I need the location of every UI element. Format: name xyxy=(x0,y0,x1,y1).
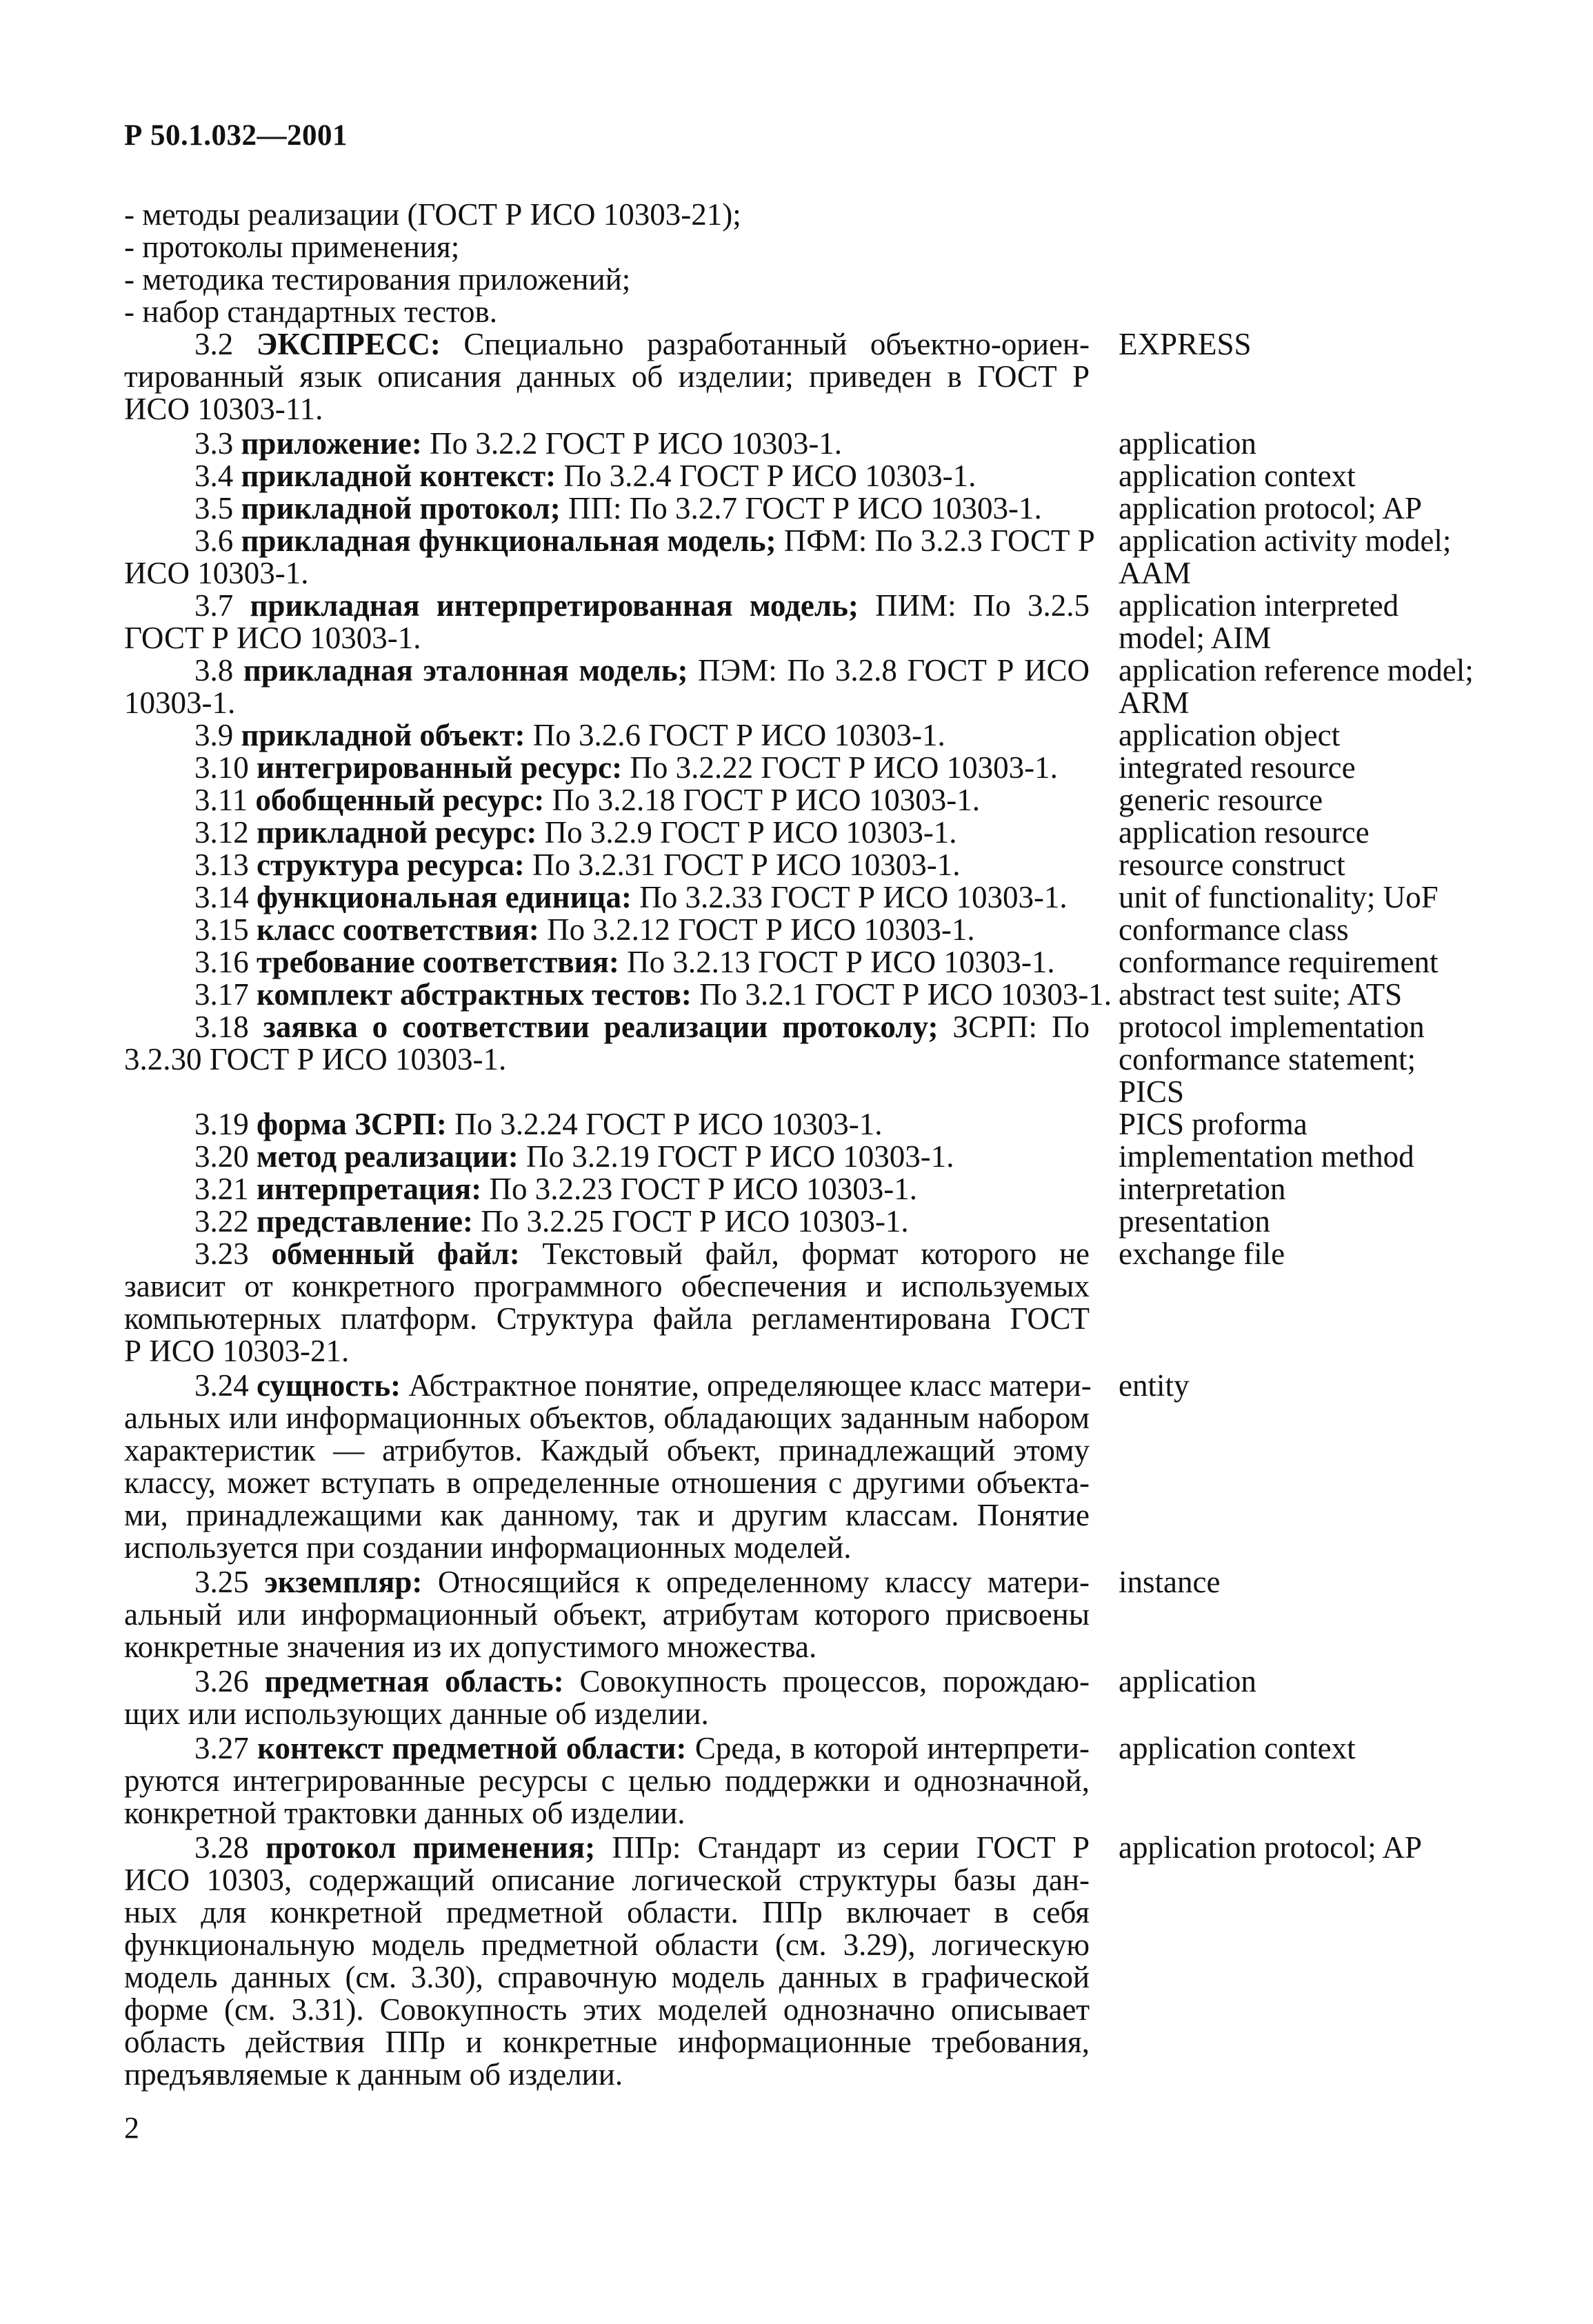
term-bold: приложение: xyxy=(241,426,422,461)
term-bold: сущность: xyxy=(257,1368,401,1403)
text-run: 10303-1. xyxy=(124,685,236,720)
text-line xyxy=(194,1205,1090,1238)
page-number: 2 xyxy=(124,2111,139,2145)
text-line xyxy=(194,1832,1090,1864)
text-run: руются интегрированные ресурсы с целью поддержки и однозначной, xyxy=(124,1763,1090,1798)
text-line xyxy=(194,977,1112,1012)
term-bold: экземпляр: xyxy=(264,1565,423,1599)
text-run: По 3.2.1 ГОСТ Р ИСО 10303-1. xyxy=(691,977,1112,1012)
english-equivalent: application resource xyxy=(1119,815,1370,850)
text-run: используется при создании информационных моделей. xyxy=(124,1530,852,1565)
text-run: 3.5 xyxy=(194,491,241,525)
term-bold: форма ЗСРП: xyxy=(257,1107,447,1141)
term-bold: комплект абстрактных тестов: xyxy=(257,977,692,1012)
text-run: По 3.2.33 ГОСТ Р ИСО 10303-1. xyxy=(631,880,1068,914)
text-line xyxy=(194,492,1090,525)
term-bold: интегрированный ресурс: xyxy=(257,750,623,785)
text-line xyxy=(194,1566,1090,1599)
text-run: 3.16 xyxy=(194,945,257,979)
text-line xyxy=(194,1665,1090,1698)
text-line xyxy=(124,199,1090,231)
term-bold: заявка о соответствии реализации протоколу; xyxy=(263,1010,939,1044)
term-bold: прикладная эталонная модель; xyxy=(243,653,688,688)
text-run: ПФМ: По 3.2.3 ГОСТ Р xyxy=(776,523,1095,558)
text-line xyxy=(124,687,1090,719)
english-equivalent: PICS xyxy=(1119,1074,1185,1109)
term-bold: ЭКСПРЕСС: xyxy=(256,327,441,361)
text-run: ПП: По 3.2.7 ГОСТ Р ИСО 10303-1. xyxy=(560,491,1042,525)
english-equivalent: unit of functionality; UoF xyxy=(1119,880,1439,914)
text-run: альный или информационный объект, атрибутам которого присвоены xyxy=(124,1597,1090,1632)
text-line xyxy=(194,590,1090,622)
text-run: По 3.2.22 ГОСТ Р ИСО 10303-1. xyxy=(622,750,1058,785)
english-equivalent: resource construct xyxy=(1119,848,1345,882)
text-run: область действия ППр и конкретные информационные требования, xyxy=(124,2025,1090,2059)
english-equivalent: conformance statement; xyxy=(1119,1042,1416,1076)
text-line xyxy=(194,1173,1090,1205)
text-line xyxy=(124,1994,1090,2026)
text-run: 3.18 xyxy=(194,1010,263,1044)
english-equivalent: entity xyxy=(1119,1368,1190,1403)
text-line xyxy=(194,654,1090,687)
term-bold: требование соответствия: xyxy=(257,945,619,979)
english-equivalent: EXPRESS xyxy=(1119,327,1252,361)
text-run: характеристик — атрибутов. Каждый объект, принадлежащий этому xyxy=(124,1433,1090,1467)
text-run: форме (см. 3.31). Совокупность этих моделей однозначно описывает xyxy=(124,1992,1090,2027)
english-equivalent: application context xyxy=(1119,1731,1356,1765)
english-equivalent: abstract test suite; ATS xyxy=(1119,977,1403,1012)
term-bold: метод реализации: xyxy=(257,1139,519,1174)
text-run: зависит от конкретного программного обеспечения и используемых xyxy=(124,1269,1090,1303)
english-equivalent: AAM xyxy=(1119,556,1192,590)
text-line xyxy=(124,1499,1090,1532)
text-run: По 3.2.25 ГОСТ Р ИСО 10303-1. xyxy=(472,1204,909,1239)
english-equivalent: ARM xyxy=(1119,685,1190,720)
text-line xyxy=(124,1599,1090,1631)
text-line xyxy=(124,1303,1090,1335)
term-bold: обменный файл: xyxy=(271,1236,520,1271)
text-run: 3.20 xyxy=(194,1139,257,1174)
text-run: - методы реализации (ГОСТ Р ИСО 10303-21); xyxy=(124,197,741,232)
text-run: - методика тестирования приложений; xyxy=(124,262,631,297)
text-run: ПИМ: По 3.2.5 xyxy=(858,588,1090,623)
text-run: По 3.2.12 ГОСТ Р ИСО 10303-1. xyxy=(539,912,975,947)
text-run: 3.6 xyxy=(194,523,241,558)
text-line xyxy=(124,263,1090,296)
english-equivalent: application xyxy=(1119,426,1256,461)
text-line xyxy=(194,719,1090,752)
text-line xyxy=(124,361,1090,393)
text-line xyxy=(124,1043,1090,1076)
english-equivalent: application interpreted xyxy=(1119,588,1399,623)
text-line xyxy=(194,817,1090,849)
term-bold: прикладной протокол; xyxy=(241,491,561,525)
document-header: Р 50.1.032—2001 xyxy=(124,119,348,152)
text-run: По 3.2.18 ГОСТ Р ИСО 10303-1. xyxy=(544,783,981,817)
text-run: ИСО 10303, содержащий описание логической структуры базы дан- xyxy=(124,1863,1090,1897)
text-run: Относящийся к определенному классу матери- xyxy=(422,1565,1090,1599)
term-bold: представление: xyxy=(257,1204,473,1239)
text-line xyxy=(194,1370,1090,1402)
text-run: 3.17 xyxy=(194,977,257,1012)
text-run: 3.22 xyxy=(194,1204,257,1239)
text-run: альных или информационных объектов, обладающих заданным набором xyxy=(124,1401,1090,1435)
text-run: ных для конкретной предметной области. ППр включает в себя xyxy=(124,1895,1090,1930)
text-run: конкретные значения из их допустимого множества. xyxy=(124,1630,817,1664)
text-line xyxy=(124,1961,1090,1994)
english-equivalent: model; AIM xyxy=(1119,621,1272,655)
text-run: По 3.2.6 ГОСТ Р ИСО 10303-1. xyxy=(525,718,945,752)
text-line xyxy=(194,881,1090,914)
text-run: 3.27 xyxy=(194,1731,258,1765)
text-run: 3.21 xyxy=(194,1172,257,1206)
text-run: 3.15 xyxy=(194,912,257,947)
text-run: 3.26 xyxy=(194,1664,265,1699)
text-run: Текстовый файл, формат которого не xyxy=(519,1236,1090,1271)
text-run: По 3.2.23 ГОСТ Р ИСО 10303-1. xyxy=(481,1172,917,1206)
text-line xyxy=(194,784,1090,817)
text-line xyxy=(194,946,1090,979)
term-bold: обобщенный ресурс: xyxy=(255,783,545,817)
text-run: Среда, в которой интерпрети- xyxy=(686,1731,1090,1765)
term-bold: класс соответствия: xyxy=(257,912,539,947)
english-equivalent: application protocol; AP xyxy=(1119,491,1422,525)
text-run: ИСО 10303-11. xyxy=(124,392,323,426)
text-run: ЗСРП: По xyxy=(938,1010,1090,1044)
text-run: компьютерных платформ. Структура файла регламентирована ГОСТ xyxy=(124,1301,1090,1336)
english-equivalent: PICS proforma xyxy=(1119,1107,1308,1141)
text-line xyxy=(194,523,1095,558)
text-line xyxy=(124,1434,1090,1467)
term-bold: прикладная функциональная модель; xyxy=(241,523,777,558)
text-line xyxy=(194,428,1090,460)
text-run: ми, принадлежащими как данному, так и другим классам. Понятие xyxy=(124,1498,1090,1532)
text-line xyxy=(194,752,1090,784)
text-run: 3.28 xyxy=(194,1830,266,1865)
text-run: 3.25 xyxy=(194,1565,265,1599)
english-equivalent: application reference model; xyxy=(1119,653,1474,688)
text-run: конкретной трактовки данных об изделии. xyxy=(124,1796,685,1830)
text-line xyxy=(124,1896,1090,1929)
term-bold: прикладной ресурс: xyxy=(257,815,537,850)
term-bold: функциональная единица: xyxy=(257,880,632,914)
text-run: 3.9 xyxy=(194,718,241,752)
text-run: 3.4 xyxy=(194,459,241,493)
text-run: - протоколы применения; xyxy=(124,230,460,264)
text-run: 3.2.30 ГОСТ Р ИСО 10303-1. xyxy=(124,1042,507,1076)
english-equivalent: conformance class xyxy=(1119,912,1349,947)
text-run: ИСО 10303-1. xyxy=(124,556,309,590)
term-bold: контекст предметной области: xyxy=(257,1731,687,1765)
english-equivalent: presentation xyxy=(1119,1204,1270,1239)
english-equivalent: instance xyxy=(1119,1565,1221,1599)
text-line xyxy=(194,914,1090,946)
text-line xyxy=(124,1929,1090,1961)
text-run: тированный язык описания данных об изделии; приведен в ГОСТ Р xyxy=(124,359,1090,394)
text-run: Специально разработанный объектно-ориен- xyxy=(440,327,1090,361)
text-run: По 3.2.31 ГОСТ Р ИСО 10303-1. xyxy=(524,848,961,882)
text-line xyxy=(194,1238,1090,1270)
text-line xyxy=(124,1532,1090,1564)
text-run: Р ИСО 10303-21. xyxy=(124,1334,350,1368)
text-line xyxy=(124,1402,1090,1434)
text-line xyxy=(194,460,1090,492)
text-run: ППр: Стандарт из серии ГОСТ Р xyxy=(595,1830,1090,1865)
text-run: По 3.2.2 ГОСТ Р ИСО 10303-1. xyxy=(421,426,843,461)
term-bold: предметная область: xyxy=(264,1664,564,1699)
text-line xyxy=(124,1270,1090,1303)
term-bold: прикладной объект: xyxy=(241,718,525,752)
text-run: 3.8 xyxy=(194,653,243,688)
text-run: 3.23 xyxy=(194,1236,272,1271)
english-equivalent: interpretation xyxy=(1119,1172,1286,1206)
text-line xyxy=(124,2026,1090,2058)
text-run: 3.24 xyxy=(194,1368,257,1403)
text-line xyxy=(194,1732,1090,1765)
text-run: - набор стандартных тестов. xyxy=(124,294,497,329)
text-run: Абстрактное понятие, определяющее класс матери- xyxy=(401,1368,1092,1403)
text-line xyxy=(124,1797,1090,1830)
text-line xyxy=(124,2058,1090,2091)
text-run: функциональную модель предметной области (см. 3.29), логическую xyxy=(124,1927,1090,1962)
english-equivalent: generic resource xyxy=(1119,783,1323,817)
text-run: 3.13 xyxy=(194,848,257,882)
term-bold: прикладной контекст: xyxy=(241,459,557,493)
text-run: 3.14 xyxy=(194,880,257,914)
text-run: 3.7 xyxy=(194,588,250,623)
text-run: ПЭМ: По 3.2.8 ГОСТ Р ИСО xyxy=(688,653,1090,688)
text-run: По 3.2.19 ГОСТ Р ИСО 10303-1. xyxy=(518,1139,954,1174)
text-line xyxy=(194,1011,1090,1043)
english-equivalent: application context xyxy=(1119,459,1356,493)
english-equivalent: implementation method xyxy=(1119,1139,1414,1174)
text-run: классу, может вступать в определенные отношения с другими объекта- xyxy=(124,1465,1090,1500)
term-bold: структура ресурса: xyxy=(257,848,525,882)
text-line xyxy=(124,393,1090,425)
text-line xyxy=(124,1765,1090,1797)
text-run: По 3.2.13 ГОСТ Р ИСО 10303-1. xyxy=(619,945,1055,979)
text-run: 3.2 xyxy=(194,327,257,361)
english-equivalent: exchange file xyxy=(1119,1236,1285,1271)
english-equivalent: application object xyxy=(1119,718,1341,752)
text-run: 3.19 xyxy=(194,1107,257,1141)
text-line xyxy=(194,1141,1090,1173)
term-bold: интерпретация: xyxy=(257,1172,482,1206)
text-line xyxy=(124,557,1090,590)
text-run: предъявляемые к данным об изделии. xyxy=(124,2057,623,2092)
text-run: По 3.2.9 ГОСТ Р ИСО 10303-1. xyxy=(537,815,957,850)
text-run: ГОСТ Р ИСО 10303-1. xyxy=(124,621,421,655)
text-run: 3.10 xyxy=(194,750,257,785)
text-run: По 3.2.4 ГОСТ Р ИСО 10303-1. xyxy=(556,459,976,493)
english-equivalent: application protocol; AP xyxy=(1119,1830,1422,1865)
text-run: щих или использующих данные об изделии. xyxy=(124,1696,709,1731)
text-run: 3.12 xyxy=(194,815,257,850)
text-line xyxy=(194,328,1090,361)
english-equivalent: conformance requirement xyxy=(1119,945,1439,979)
text-line xyxy=(124,1698,1090,1730)
text-line xyxy=(124,1631,1090,1663)
text-line xyxy=(194,849,1090,881)
text-line xyxy=(124,296,1090,328)
text-run: 3.11 xyxy=(194,783,256,817)
term-bold: протокол применения; xyxy=(265,1830,596,1865)
text-line xyxy=(124,1335,1090,1368)
text-run: 3.3 xyxy=(194,426,241,461)
term-bold: прикладная интерпретированная модель; xyxy=(250,588,859,623)
text-run: Совокупность процессов, порождаю- xyxy=(563,1664,1090,1699)
text-run: модель данных (см. 3.30), справочную модель данных в графической xyxy=(124,1960,1090,1994)
english-equivalent: integrated resource xyxy=(1119,750,1356,785)
english-equivalent: application xyxy=(1119,1664,1256,1699)
text-run: По 3.2.24 ГОСТ Р ИСО 10303-1. xyxy=(446,1107,883,1141)
text-line xyxy=(124,622,1090,654)
text-line xyxy=(124,1467,1090,1499)
english-equivalent: protocol implementation xyxy=(1119,1010,1425,1044)
english-equivalent: application activity model; xyxy=(1119,523,1452,558)
text-line xyxy=(124,1864,1090,1896)
text-line xyxy=(194,1108,1090,1141)
text-line xyxy=(124,231,1090,263)
